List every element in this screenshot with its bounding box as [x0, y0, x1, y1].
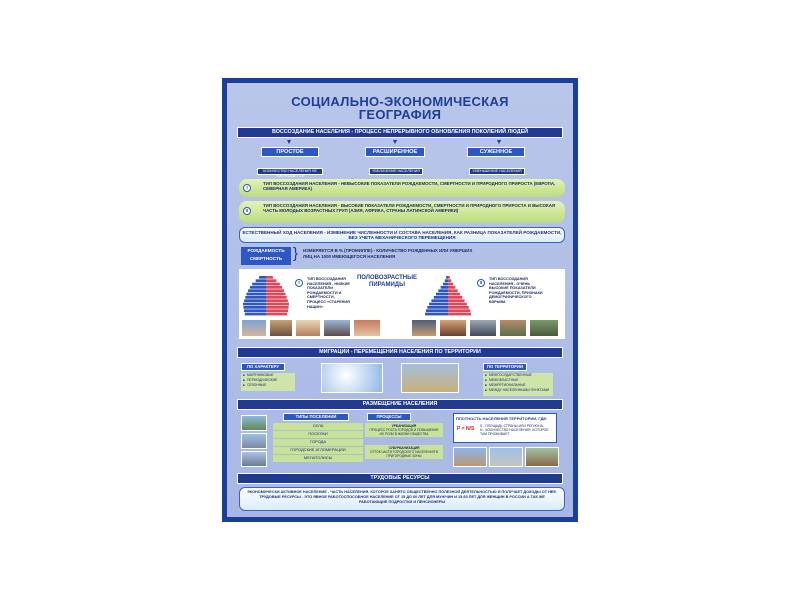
- photo-crowd: [353, 319, 381, 337]
- type-simple: ПРОСТОЕ: [261, 147, 319, 157]
- density-formula: P = N/S: [457, 426, 475, 432]
- list-item: ■ МЕЖРЕГИОНАЛЬНЫЕ: [483, 383, 553, 388]
- labor-line-1: ЭКОНОМИЧЕСКИ АКТИВНОЕ НАСЕЛЕНИЕ - ЧАСТЬ НАСЕЛЕНИЯ, КОТОРОЕ ЗАНЯТО ОБЩЕСТВЕННО ПОЛЕЗНОЙ ДЕЯТЕЛЬНОСТЬЮ И ПОЛУЧАЕТ ДОХОДЫ ОТ НЕЕ.: [247, 490, 557, 494]
- pyramid-right-text: ТИП ВОССОЗДАНИЯ НАСЕЛЕНИЯ - ОЧЕНЬ ВЫСОКИЕ ПОКАЗАТЕЛИ РОЖДАЕМОСТИ, ПРИЗНАКИ ДЕМОГРАФИЧЕСКОГО ВЗРЫВА: [489, 277, 543, 304]
- poster-background: [227, 83, 573, 517]
- photo-cottage: [525, 447, 559, 467]
- pyramid-bar-male: [244, 309, 266, 312]
- pyramid-bar-female: [448, 296, 462, 299]
- pyramid-bar-male: [431, 299, 448, 302]
- pyramid-chart-left: [241, 275, 291, 317]
- pyramid-bar-female: [448, 293, 460, 296]
- photo-town: [489, 447, 523, 467]
- migration-by-territory: ПО ТЕРРИТОРИИ: [483, 363, 527, 371]
- photo-migration-globe: [321, 363, 383, 393]
- photo-family: [241, 319, 267, 337]
- arrow-down-icon: [497, 140, 501, 144]
- density-s: S - ПЛОЩАДЬ СТРАНЫ ИЛИ РЕГИОНА,: [480, 424, 544, 428]
- pyramid-bar-male: [438, 289, 448, 292]
- list-item: ■ СЕЗОННЫЕ: [241, 383, 295, 388]
- photo-street: [469, 319, 497, 337]
- pyramid-bar-male: [243, 306, 266, 309]
- type-extended: РАСШИРЕННОЕ: [365, 147, 425, 157]
- list-item: ■ МЕЖДУ НАСЕЛЕННЫМИ ПУНКТАМИ: [483, 388, 553, 393]
- type-simple-note: КОЛИЧЕСТВО НАСЕЛЕНИЯ НЕ УМЕНЬШАЕТСЯ: [257, 168, 323, 175]
- photo-village: [499, 319, 527, 337]
- photo-market: [411, 319, 437, 337]
- pyramid-right-badge: II: [477, 279, 485, 287]
- title-line-1: СОЦИАЛЬНО-ЭКОНОМИЧЕСКАЯ: [291, 94, 509, 109]
- title-line-2: ГЕОГРАФИЯ: [358, 107, 442, 122]
- migration-by-character: ПО ХАРАКТЕРУ: [241, 363, 285, 371]
- pyramid-bar-female: [266, 289, 284, 292]
- list-item: ПОСЕЛКИ: [273, 431, 363, 438]
- labor-header: ТРУДОВЫЕ РЕСУРСЫ: [237, 473, 563, 484]
- pyramid-left-text: ТИП ВОССОЗДАНИЯ НАСЕЛЕНИЯ - НИЗКИЕ ПОКАЗАТЕЛИ РОЖДАЕМОСТИ И СМЕРТНОСТИ, ПРОЦЕСС «СТАРЕНИЯ НАЦИИ»: [307, 277, 350, 309]
- photo-city: [241, 433, 267, 449]
- photo-countryside: [241, 415, 267, 431]
- pyramid-bar-male: [425, 313, 448, 316]
- pyramid-bar-female: [266, 283, 280, 286]
- list-item: ГОРОДА: [273, 439, 363, 446]
- pyramid-bar-male: [243, 303, 266, 306]
- photo-migrants: [401, 363, 459, 393]
- type-extended-note: УВЕЛИЧЕНИЕ НАСЕЛЕНИЯ: [369, 168, 423, 175]
- suburbanization-label: СУБУРБАНИЗАЦИЯ: [388, 446, 420, 450]
- pyramid-bar-female: [448, 303, 467, 306]
- roman-two-badge: II: [243, 207, 251, 215]
- density-box: [453, 413, 557, 443]
- pyramid-bar-female: [448, 279, 451, 282]
- pyramid-bar-female: [266, 276, 273, 279]
- birth-death-box: [241, 247, 291, 265]
- settlement-header: РАЗМЕЩЕНИЕ НАСЕЛЕНИЯ: [237, 399, 563, 410]
- pyramid-bar-female: [266, 296, 287, 299]
- pyramid-bar-male: [259, 276, 266, 279]
- pyramid-bar-female: [266, 286, 282, 289]
- pyramid-bar-female: [266, 299, 288, 302]
- arrow-down-icon: [287, 140, 291, 144]
- natural-movement-box: ЕСТЕСТВЕННЫЙ ХОД НАСЕЛЕНИЯ - ИЗМЕНЕНИЕ ЧИСЛЕННОСТИ И СОСТАВА НАСЕЛЕНИЯ, КАК РАЗНИЦА ПОКАЗАТЕЛЕЙ РОЖДАЕМОСТИ, БЕЗ УЧЕТА МЕХАНИЧЕСКОГО ПЕРЕМЕЩЕНИЯ: [239, 227, 565, 243]
- brace-icon: }: [293, 245, 299, 262]
- labor-box: [239, 487, 565, 511]
- pyramid-left-badge: I: [295, 279, 303, 287]
- photo-child: [439, 319, 467, 337]
- process-head: ПРОЦЕССЫ: [367, 413, 411, 421]
- urbanization-label: УРБАНИЗАЦИЯ: [391, 424, 417, 428]
- pyramid-bar-male: [434, 296, 448, 299]
- type-narrowed: СУЖЕННОЕ: [467, 147, 525, 157]
- list-item: ГОРОДСКИЕ АГЛОМЕРАЦИИ: [273, 447, 363, 454]
- photo-houses: [453, 447, 487, 467]
- type1-row: [239, 179, 565, 197]
- roman-one-badge: I: [243, 184, 251, 192]
- birth-label: РОЖДАЕМОСТЬ: [247, 248, 285, 253]
- pyramid-bar-female: [448, 309, 470, 312]
- pyramid-bar-female: [266, 279, 276, 282]
- pyramid-bar-male: [250, 286, 266, 289]
- photo-elderly: [269, 319, 293, 337]
- list-item: ■ МАЯТНИКОВЫЕ: [241, 373, 295, 378]
- pyramid-bar-male: [436, 293, 448, 296]
- poster-title: [227, 95, 573, 121]
- pyramid-bar-male: [252, 283, 266, 286]
- pyramid-bar-female: [448, 286, 455, 289]
- death-label: СМЕРТНОСТЬ: [249, 256, 283, 261]
- list-item: ■ ПЕРИОДИЧЕСКИЕ: [241, 378, 295, 383]
- suburbanization-desc: ОТТОК ЧАСТИ ГОРОДСКОГО НАСЕЛЕНИЯ В ПРИГОРОДНЫЕ ЗОНЫ: [369, 450, 439, 458]
- pyramid-bar-female: [266, 306, 289, 309]
- pyramid-bar-male: [446, 276, 448, 279]
- pyramid-bar-female: [266, 309, 288, 312]
- density-n: N - КОЛИЧЕСТВО НАСЕЛЕНИЯ, КОТОРОЕ ТАМ ПРОЖИВАЕТ: [480, 428, 549, 437]
- photo-children: [295, 319, 321, 337]
- labor-line-2: ТРУДОВЫЕ РЕСУРСЫ - ЭТО ЯВНОЕ РАБОТОСПОСОБНОЕ НАСЕЛЕНИЕ ОТ 15 ДО 60 ЛЕТ ДЛЯ МУЖЧИН И 15-60 ЛЕТ ДЛЯ ЖЕНЩИН В РОССИИ А ТАК ЖЕ РАБОТАЮЩИЕ ПОДРОСТКИ И ПЕНСИОНЕРЫ: [259, 495, 545, 504]
- pyramid-bar-female: [266, 293, 286, 296]
- pyramid-bar-male: [245, 296, 266, 299]
- pyramid-bar-male: [246, 293, 266, 296]
- urbanization-box: [365, 423, 443, 437]
- arrow-down-icon: [393, 140, 397, 144]
- migration-character-list: [241, 373, 295, 391]
- type2-text: ТИП ВОССОЗДАНИЯ НАСЕЛЕНИЯ - ВЫСОКИЕ ПОКАЗАТЕЛИ РОЖДАЕМОСТИ, СМЕРТНОСТИ И ПРИРОДНОГО ПРИРОСТА И ВЫСОКАЯ ЧАСТЬ МОЛОДЫХ ВОЗРАСТНЫХ ГРУП (АЗИЯ, АФРИКА, СТРАНЫ ЛАТИНСКОЙ АМЕРИКИ): [263, 203, 556, 214]
- urbanization-desc: ПРОЦЕСС РОСТА ГОРОДОВ И ПОВЫШЕНИЕ ИХ РОЛИ В ЖИЗНИ ОБЩЕСТВА: [369, 428, 439, 436]
- pyramid-bar-male: [443, 283, 448, 286]
- type2-row: [239, 201, 565, 223]
- pyramid-bar-female: [266, 303, 289, 306]
- pyramid-bar-male: [445, 279, 448, 282]
- pyramid-chart-right: [423, 275, 473, 317]
- pyramid-bar-female: [448, 283, 453, 286]
- migration-territory-list: [483, 373, 553, 396]
- pyramid-bar-female: [448, 276, 450, 279]
- pyramid-bar-female: [448, 289, 458, 292]
- pyramid-bar-male: [245, 313, 266, 316]
- list-item: ■ МЕЖОБЛАСТНЫЕ: [483, 378, 553, 383]
- settlement-types-head: ТИПЫ ПОСЕЛЕНИЙ: [283, 413, 349, 421]
- pyramid-bar-female: [448, 299, 465, 302]
- density-definitions: [480, 424, 554, 437]
- list-item: СЕЛА: [273, 423, 363, 430]
- poster-frame: [222, 78, 578, 522]
- pyramid-bar-male: [256, 279, 266, 282]
- list-item: МЕГАПОЛИСЫ: [273, 455, 363, 462]
- photo-metropolis: [241, 451, 267, 467]
- pyramid-bar-male: [429, 303, 448, 306]
- pyramid-bar-female: [448, 306, 469, 309]
- settlement-types-list: [273, 423, 363, 462]
- photo-people: [323, 319, 351, 337]
- suburbanization-box: [365, 445, 443, 459]
- pyramid-bar-female: [448, 313, 471, 316]
- type-narrowed-note: УМЕНЬШЕНИЕ НАСЕЛЕНИЯ: [469, 168, 525, 175]
- photo-group: [529, 319, 559, 337]
- pyramid-bar-female: [266, 313, 287, 316]
- pyramids-title: ПОЛОВОЗРАСТНЫЕ ПИРАМИДЫ: [356, 275, 418, 288]
- list-item: ■ МЕЖГОСУДАРСТВЕННЫЕ: [483, 373, 553, 378]
- pyramid-bar-male: [426, 309, 448, 312]
- migration-header: МИГРАЦИИ - ПЕРЕМЕЩЕНИЯ НАСЕЛЕНИЯ ПО ТЕРРИТОРИИ: [237, 347, 563, 358]
- density-title: ПЛОТНОСТЬ НАСЕЛЕНИЯ ТЕРРИТОРИИ, ГДЕ:: [456, 416, 548, 421]
- pyramid-bar-male: [427, 306, 448, 309]
- type1-text: ТИП ВОССОЗДАНИЯ НАСЕЛЕНИЯ - НЕВЫСОКИЕ ПОКАЗАТЕЛИ РОЖДАЕМОСТИ, СМЕРТНОСТИ И ПРИРОДНОГО ПРИРОСТА (ЕВРОПА, СЕВЕРНАЯ АМЕРИКА): [263, 181, 556, 192]
- reproduction-header: ВОССОЗДАНИЕ НАСЕЛЕНИЯ - ПРОЦЕСС НЕПРЕРЫВНОГО ОБНОВЛЕНИЯ ПОКОЛЕНИЙ ЛЮДЕЙ: [237, 127, 563, 138]
- measure-text: ИЗМЕРЯЕТСЯ В % (ПРОМИЛЛЕ) - КОЛИЧЕСТВО РОЖДЕННЫХ ИЛИ УМЕРШИХ ЛИЦ НА 1000 ИМЕЮЩЕГОСЯ НАСЕЛЕНИЯ: [303, 248, 473, 259]
- pyramid-bar-male: [441, 286, 448, 289]
- pyramid-bar-male: [244, 299, 266, 302]
- pyramid-bar-male: [248, 289, 266, 292]
